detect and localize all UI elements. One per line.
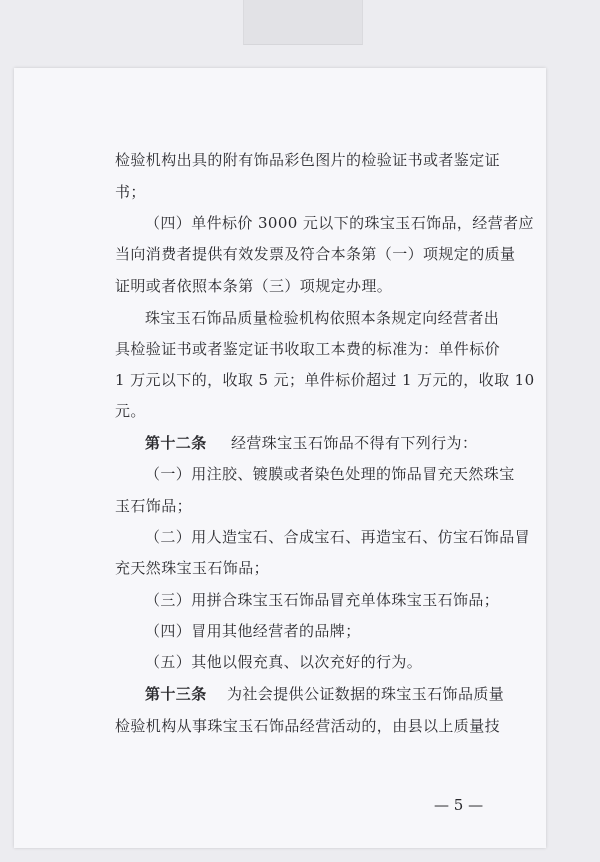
text-line: 检验机构出具的附有饰品彩色图片的检验证书或者鉴定证: [115, 151, 501, 169]
article-13-text: 为社会提供公证数据的珠宝玉石饰品质量: [226, 685, 505, 703]
binder-clip-shadow: [243, 0, 363, 45]
text-line: （三）用拼合珠宝玉石饰品冒充单体珠宝玉石饰品；: [145, 591, 500, 609]
text-line: 具检验证书或者鉴定证书收取工本费的标准为：单件标价: [115, 340, 501, 358]
article-13-line: [145, 684, 504, 704]
article-12-text: 经营珠宝玉石饰品不得有下列行为：: [230, 434, 478, 452]
document-page: [14, 68, 546, 848]
text-line: 检验机构从事珠宝玉石饰品经营活动的，由县以上质量技: [115, 717, 501, 735]
text-line: （五）其他以假充真、以次充好的行为。: [145, 653, 423, 671]
article-13-heading: 第十三条: [145, 685, 207, 703]
text-line: 元。: [115, 402, 146, 420]
text-line: 玉石饰品；: [115, 497, 193, 515]
text-line: （四）单件标价 3000 元以下的珠宝玉石饰品，经营者应: [145, 214, 534, 232]
article-12-heading: 第十二条: [145, 434, 207, 452]
text-line: （二）用人造宝石、合成宝石、再造宝石、仿宝石饰品冒: [145, 528, 531, 546]
text-line: 证明或者依照本条第（三）项规定办理。: [115, 277, 393, 295]
article-12-line: [145, 433, 477, 453]
text-line: 当向消费者提供有效发票及符合本条第（一）项规定的质量: [115, 245, 516, 263]
text-line: 1 万元以下的，收取 5 元；单件标价超过 1 万元的，收取 10: [115, 371, 535, 389]
text-line: 珠宝玉石饰品质量检验机构依照本条规定向经营者出: [145, 309, 500, 327]
page-number: — 5 —: [434, 796, 484, 814]
text-line: （一）用注胶、镀膜或者染色处理的饰品冒充天然珠宝: [145, 465, 515, 483]
text-line: 书；: [115, 183, 146, 201]
text-line: 充天然珠宝玉石饰品；: [115, 559, 270, 577]
text-line: （四）冒用其他经营者的品牌；: [145, 622, 361, 640]
